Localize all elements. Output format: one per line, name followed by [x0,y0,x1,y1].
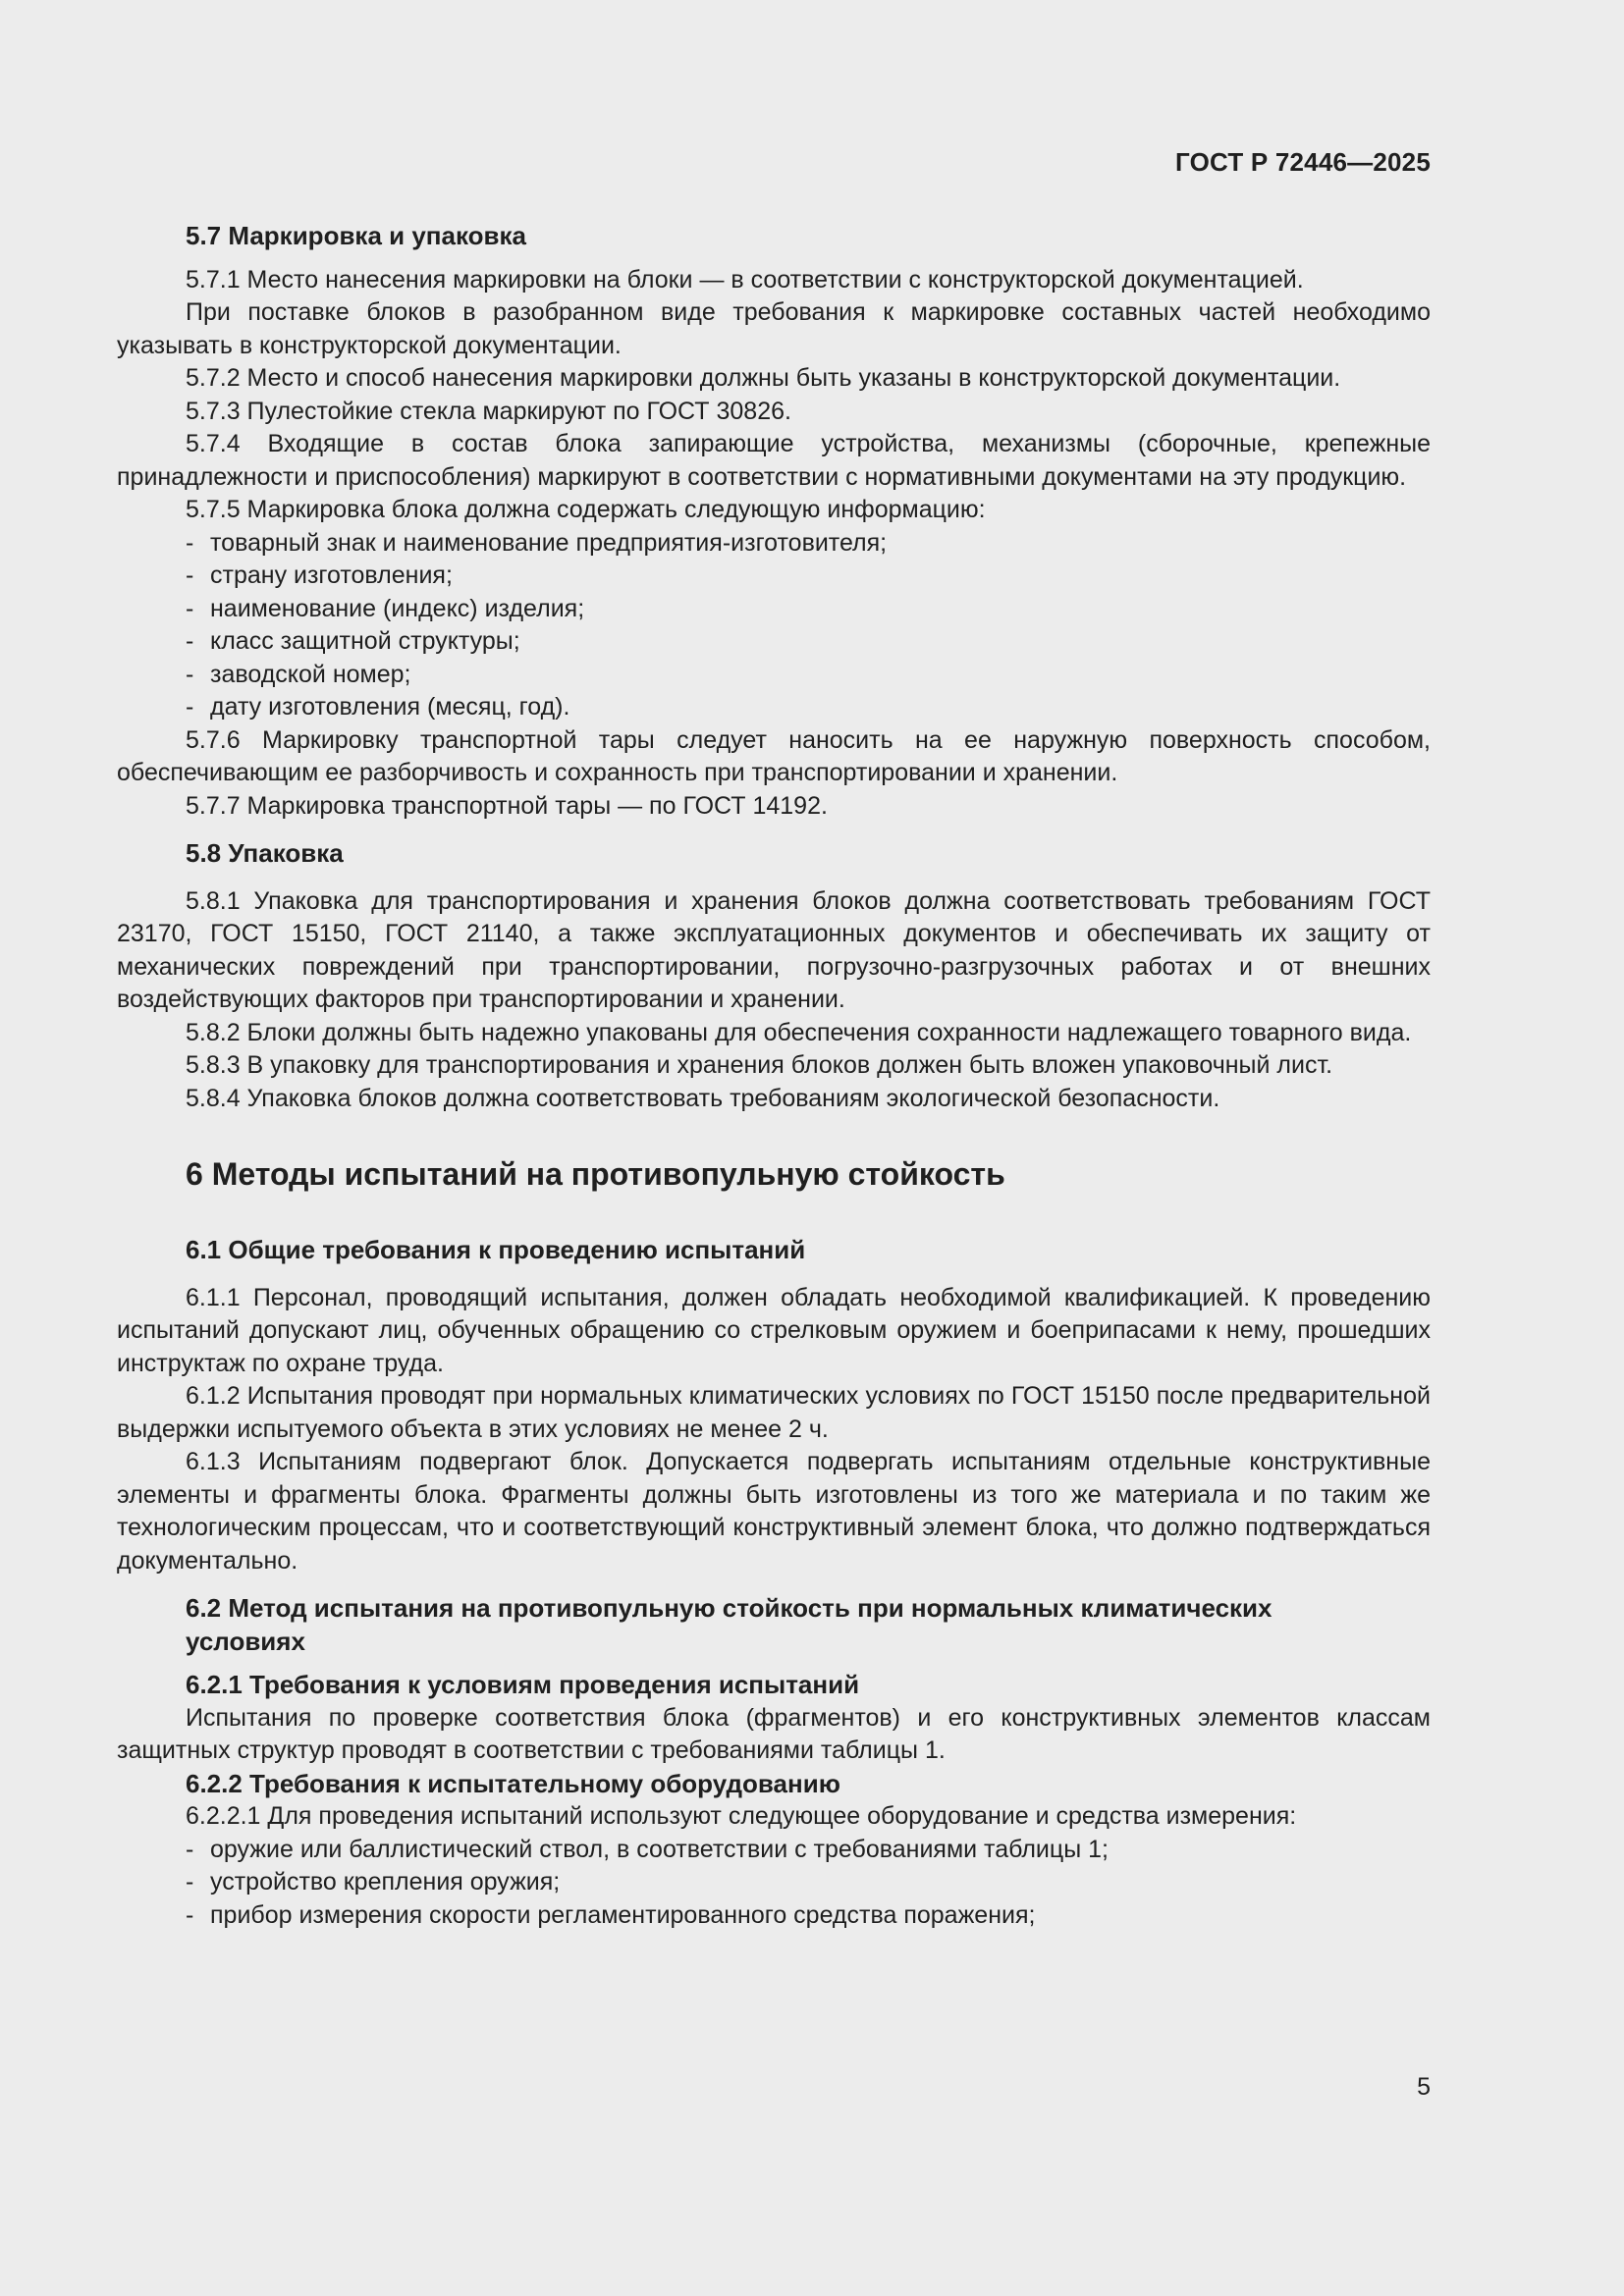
document-code: ГОСТ Р 72446—2025 [1175,147,1431,177]
section-6-2-2-title: 6.2.2 Требования к испытательному оборудованию [186,1768,840,1798]
paragraph-5-7-7: 5.7.7 Маркировка транспортной тары — по ГОСТ 14192. [186,791,828,820]
page-number: 5 [1417,2073,1431,2101]
paragraph-6-1-2: 6.1.2 Испытания проводят при нормальных климатических условиях по ГОСТ 15150 после предварительной выдержки испытуемого объекта в этих условиях не менее 2 ч. [117,1382,1431,1443]
paragraph-5-7-3: 5.7.3 Пулестойкие стекла маркируют по ГОСТ 30826. [186,397,791,425]
paragraph-5-7-2: 5.7.2 Место и способ нанесения маркировки должны быть указаны в конструкторской документации. [186,364,1341,392]
section-6-2-1-title: 6.2.1 Требования к условиям проведения испытаний [186,1670,860,1699]
paragraph-5-7-1-cont: При поставке блоков в разобранном виде требования к маркировке составных частей необходимо указывать в конструкторской документации. [117,298,1431,359]
paragraph-5-8-3: 5.8.3 В упаковку для транспортирования и хранения блоков должен быть вложен упаковочный лист. [186,1051,1333,1079]
list-item: - устройство крепления оружия; [186,1868,561,1896]
paragraph-6-2-2-1: 6.2.2.1 Для проведения испытаний используют следующее оборудование и средства измерения: [186,1802,1297,1830]
section-5-8-title: 5.8 Упаковка [186,838,344,868]
page-content [117,220,1431,1932]
list-item: - прибор измерения скорости регламентированного средства поражения; [186,1900,1036,1929]
list-item: - оружие или баллистический ствол, в соответствии с требованиями таблицы 1; [186,1835,1109,1863]
paragraph-6-2-1: Испытания по проверке соответствия блока (фрагментов) и его конструктивных элементов классам защитных структур проводят в соответствии с требованиями таблицы 1. [117,1703,1431,1764]
list-item: - класс защитной структуры; [186,627,520,655]
paragraph-5-7-1: 5.7.1 Место нанесения маркировки на блоки — в соответствии с конструкторской документацией. [186,265,1304,294]
list-item: - товарный знак и наименование предприятия-изготовителя; [186,528,888,557]
paragraph-6-1-3: 6.1.3 Испытаниям подвергают блок. Допускается подвергать испытаниям отдельные конструктивные элементы и фрагменты блока. Фрагменты должны быть изготовлены из того же материала и по таким же технологическим процессам, что и соответствующий конструктивный элемент блока, что должно подтверждаться документально. [117,1448,1431,1575]
paragraph-5-7-5: 5.7.5 Маркировка блока должна содержать следующую информацию: [186,496,986,523]
paragraph-5-8-2: 5.8.2 Блоки должны быть надежно упакованы для обеспечения сохранности надлежащего товарного вида. [186,1018,1412,1046]
section-6-title: 6 Методы испытаний на противопульную стойкость [186,1156,1005,1192]
list-item: - заводской номер; [186,660,411,688]
paragraph-6-1-1: 6.1.1 Персонал, проводящий испытания, должен обладать необходимой квалификацией. К проведению испытаний допускают лиц, обученных обращению со стрелковым оружием и боеприпасами к нему, прошедших инструктаж по охране труда. [117,1283,1431,1377]
paragraph-5-8-1: 5.8.1 Упаковка для транспортирования и хранения блоков должна соответствовать требованиям ГОСТ 23170, ГОСТ 15150, ГОСТ 21140, а также эксплуатационных документов и обеспечивать их защиту от механических повреждений при транспортировании, погрузочно-разгрузочных работах и от внешних воздействующих факторов при транспортировании и хранении. [117,886,1431,1013]
list-item: - наименование (индекс) изделия; [186,594,585,622]
section-6-1-title: 6.1 Общие требования к проведению испытаний [186,1235,806,1264]
section-6-2-title: 6.2 Метод испытания на противопульную стойкость при нормальных климатических [186,1593,1272,1623]
paragraph-5-7-4: 5.7.4 Входящие в состав блока запирающие устройства, механизмы (сборочные, крепежные принадлежности и приспособления) маркируют в соответствии с нормативными документами на эту продукцию. [117,430,1431,491]
list-item: - страну изготовления; [186,561,453,589]
paragraph-5-7-6: 5.7.6 Маркировку транспортной тары следует наносить на ее наружную поверхность способом, обеспечивающим ее разборчивость и сохранность при транспортировании и хранении. [117,725,1431,786]
section-5-7-title: 5.7 Маркировка и упаковка [186,221,526,250]
list-item: - дату изготовления (месяц, год). [186,693,570,721]
paragraph-5-8-4: 5.8.4 Упаковка блоков должна соответствовать требованиям экологической безопасности. [186,1084,1220,1112]
section-6-2-title-cont: условиях [186,1626,305,1656]
